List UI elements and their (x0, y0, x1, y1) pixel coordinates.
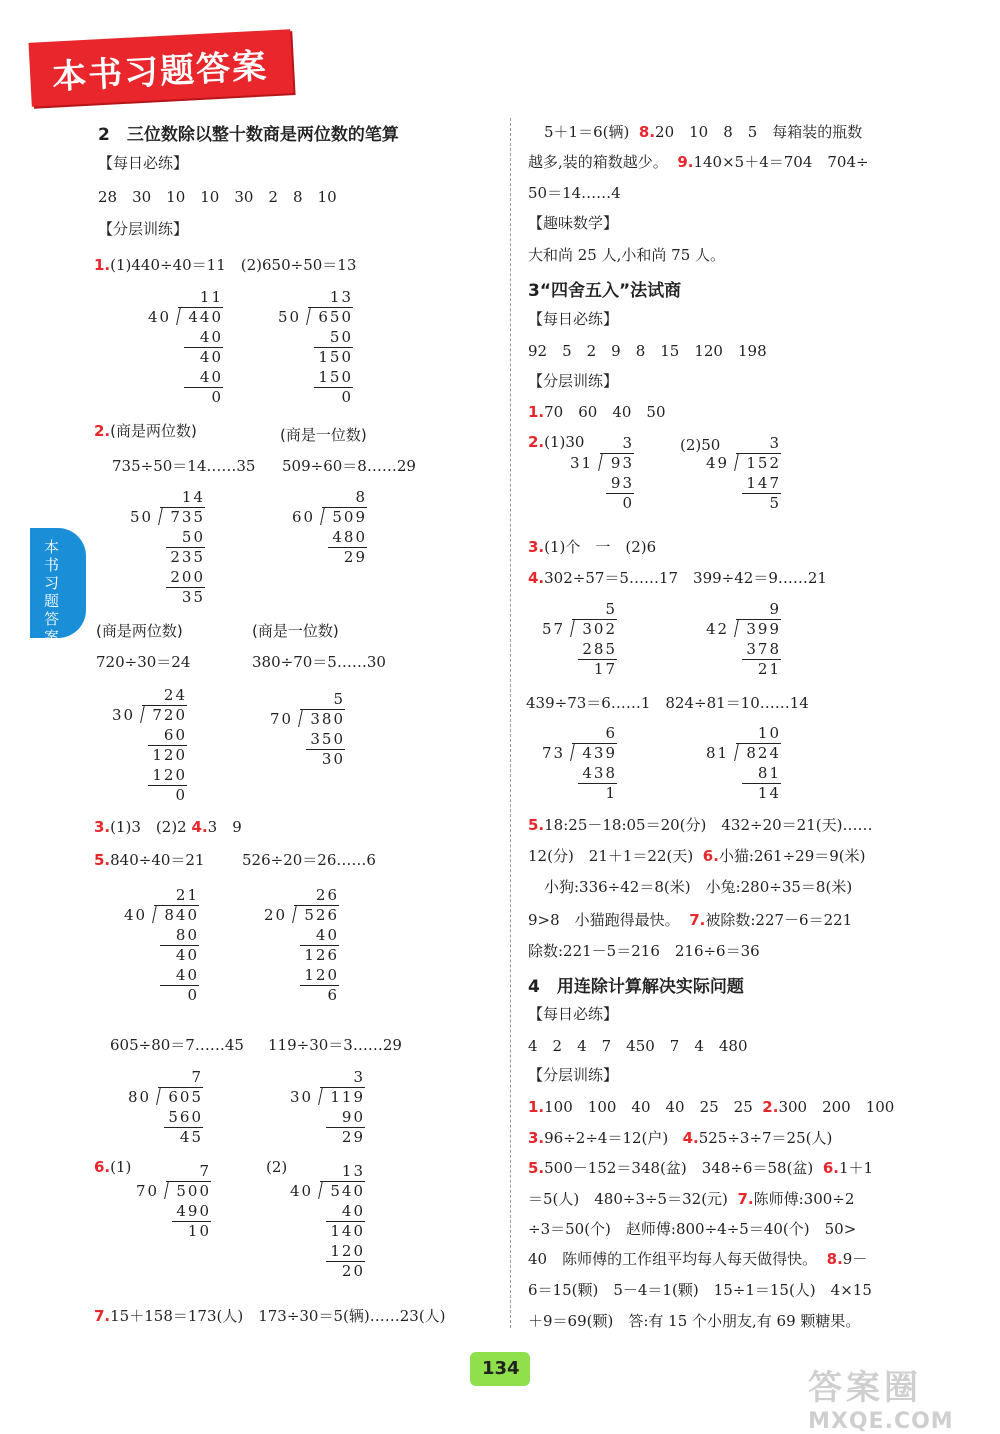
division-bar (294, 905, 339, 906)
s2-text: 300 200 100 (778, 1098, 895, 1116)
division-step: 40 (175, 946, 199, 964)
dividend: 735 (170, 508, 205, 526)
divisor: 30 (290, 1088, 314, 1106)
division-step: 81 (757, 764, 781, 782)
fun-math-answer: 大和尚 25 人,小和尚 75 人。 (528, 246, 726, 264)
section-heading-4: 4 用连除计算解决实际问题 (528, 977, 744, 997)
quotient: 9 (769, 600, 781, 618)
q5-eq2: 526÷20＝26……6 (242, 851, 376, 869)
s7-line2: ÷3＝50(个) 赵师傅:800÷4÷5＝40(个) 50> (528, 1220, 857, 1238)
s2-number: 2. (762, 1098, 779, 1116)
r2-number: 2. (528, 433, 545, 451)
quotient: 3 (353, 1068, 365, 1086)
division-step: 120 (152, 746, 187, 764)
divisor: 60 (292, 508, 316, 526)
division-step: 60 (163, 726, 187, 744)
division-step: 350 (310, 730, 345, 748)
dividend: 526 (304, 906, 339, 924)
r-line2 (528, 151, 869, 172)
quotient: 3 (769, 434, 781, 452)
r4-text: 302÷57＝5……17 399÷42＝9……21 (544, 569, 827, 587)
division-step: 150 (318, 348, 353, 366)
quotient: 7 (199, 1162, 211, 1180)
quotient: 24 (163, 686, 187, 704)
division-step: 29 (341, 1128, 365, 1146)
section-heading-3: 3“四舍五入”法试商 (528, 281, 682, 301)
r3-text: (1)个 一 (2)6 (544, 538, 657, 556)
dividend: 439 (582, 744, 617, 762)
r3-number: 3. (528, 538, 545, 556)
division-step: 40 (199, 328, 223, 346)
divisor: 73 (542, 744, 566, 762)
q3-number: 3. (94, 818, 111, 836)
division-step: 0 (211, 388, 223, 406)
division-step: 235 (170, 548, 205, 566)
q5-eq1: 840÷40＝21 (110, 851, 205, 869)
side-tab (30, 528, 86, 646)
q5-eq3: 605÷80＝7……45 (110, 1036, 244, 1054)
divisor: 80 (128, 1088, 152, 1106)
r7-number: 7. (689, 911, 706, 929)
dividend: 500 (176, 1182, 211, 1200)
r6-r7-line (528, 909, 852, 930)
quotient: 13 (329, 288, 353, 306)
division-step: 480 (332, 528, 367, 546)
dividend: 509 (332, 508, 367, 526)
q5-eq4: 119÷30＝3……29 (268, 1036, 402, 1054)
q8-number: 8. (638, 123, 656, 141)
quotient: 10 (757, 724, 781, 742)
r6-number: 6. (702, 847, 719, 865)
dividend: 440 (188, 308, 223, 326)
division-bar (736, 453, 781, 454)
r3-answer (528, 536, 656, 557)
divisor: 81 (706, 744, 730, 762)
q2-label-a: (商是两位数) (110, 422, 197, 440)
division-step: 0 (622, 494, 634, 512)
r5-number: 5. (528, 816, 545, 834)
divisor: 50 (130, 508, 154, 526)
s1-number: 1. (528, 1098, 545, 1116)
dividend: 399 (746, 620, 781, 638)
daily-practice-label: 【每日必练】 (98, 154, 189, 172)
s1-text: 100 100 40 40 25 25 (544, 1098, 753, 1116)
q5-answer (94, 849, 205, 870)
q3-text: (1)3 (2)2 (110, 818, 187, 836)
r4-number: 4. (528, 569, 545, 587)
daily-answers-4: 4 2 4 7 450 7 4 480 (528, 1037, 748, 1055)
layered-training-label-4: 【分层训练】 (528, 1066, 619, 1084)
divisor: 70 (136, 1182, 160, 1200)
daily-answers: 28 30 10 10 30 2 8 10 (98, 188, 337, 206)
r2-part-a: (1)30 (544, 433, 585, 451)
dividend: 380 (310, 710, 345, 728)
s5-s6-line (528, 1157, 873, 1178)
dividend: 119 (330, 1088, 365, 1106)
s8-number: 8. (826, 1250, 843, 1268)
q2-label-d: (商是一位数) (252, 622, 339, 640)
answers-banner (29, 29, 294, 107)
divisor: 40 (290, 1182, 314, 1200)
q1-answer (94, 254, 356, 275)
division-bar (736, 619, 781, 620)
r7-line2: 除数:221－5＝216 216÷6＝36 (528, 942, 760, 960)
s8-line2: 6＝15(颗) 5－4＝1(颗) 15÷1＝15(人) 4×15 (528, 1281, 872, 1299)
quotient: 5 (333, 690, 345, 708)
division-bar (142, 705, 187, 706)
division-step: 35 (181, 588, 205, 606)
division-step: 90 (341, 1108, 365, 1126)
s6-s7-line (528, 1188, 854, 1209)
watermark (808, 1360, 954, 1434)
division-step: 150 (318, 368, 353, 386)
division-bar (572, 619, 617, 620)
s6-number: 6. (822, 1159, 839, 1177)
division-step: 126 (304, 946, 339, 964)
division-step: 120 (304, 966, 339, 984)
division-bar (572, 743, 617, 744)
division-step: 40 (315, 926, 339, 944)
dividend: 650 (318, 308, 353, 326)
divisor: 42 (706, 620, 730, 638)
divisor: 40 (124, 906, 148, 924)
q7-answer (94, 1305, 446, 1326)
page-number-badge (470, 1352, 530, 1386)
r1-answer (528, 401, 666, 422)
dividend: 720 (152, 706, 187, 724)
q2-eq2: 509÷60＝8……29 (282, 457, 416, 475)
r5-answer (528, 814, 872, 835)
division-step: 40 (175, 966, 199, 984)
division-step: 14 (757, 784, 781, 802)
side-tab-label: 本书习题答案 (44, 538, 60, 646)
division-step: 50 (181, 528, 205, 546)
column-divider (510, 118, 511, 1328)
division-step: 93 (610, 474, 634, 492)
quotient: 13 (341, 1162, 365, 1180)
division-step: 80 (175, 926, 199, 944)
division-bar (600, 453, 634, 454)
division-step: 147 (746, 474, 781, 492)
q8-text: 20 10 8 5 每箱装的瓶数 (655, 123, 863, 141)
division-step: 6 (327, 986, 339, 1004)
s7-s8-line (528, 1248, 867, 1269)
division-step: 560 (168, 1108, 203, 1126)
q4-number: 4. (191, 818, 208, 836)
r1-number: 1. (528, 403, 545, 421)
divisor: 40 (148, 308, 172, 326)
s7-number: 7. (737, 1190, 754, 1208)
division-step: 1 (605, 784, 617, 802)
divisor: 31 (570, 454, 594, 472)
s8-line3: ＋9＝69(颗) 答:有 15 个小朋友,有 69 颗糖果。 (528, 1312, 861, 1330)
q9-number: 9. (677, 153, 694, 171)
division-bar (308, 307, 353, 308)
division-step: 40 (199, 368, 223, 386)
watermark-logo: 答案圈 (808, 1368, 922, 1408)
r-line2-text: 越多,装的箱数越少。 (528, 153, 668, 171)
division-step: 50 (329, 328, 353, 346)
daily-practice-label-4: 【每日必练】 (528, 1005, 619, 1023)
s8-text: 9－ (842, 1250, 868, 1268)
dividend: 540 (330, 1182, 365, 1200)
division-bar (160, 507, 205, 508)
q2-label-c: (商是两位数) (96, 622, 183, 640)
division-bar (300, 709, 345, 710)
q2-answer (94, 420, 197, 441)
quotient: 8 (355, 488, 367, 506)
division-step: 140 (330, 1222, 365, 1240)
division-step: 30 (321, 750, 345, 768)
quotient: 6 (605, 724, 617, 742)
r6-text: 小猫:261÷29＝9(米) (718, 847, 866, 865)
s1-s2-line (528, 1096, 894, 1117)
divisor: 70 (270, 710, 294, 728)
division-bar (320, 1087, 365, 1088)
watermark-url: MXQE.COM (808, 1409, 954, 1434)
s5-text: 500－152＝348(盆) 348÷6＝58(盆) (544, 1159, 814, 1177)
division-bar (178, 307, 223, 308)
quotient: 26 (315, 886, 339, 904)
division-step: 0 (175, 786, 187, 804)
q2-number: 2. (94, 422, 111, 440)
dividend: 824 (746, 744, 781, 762)
s3-text: 96÷2÷4＝12(户) (544, 1129, 669, 1147)
r6-line2: 小狗:336÷42＝8(米) 小兔:280÷35＝8(米) (544, 878, 853, 896)
r-line3: 50＝14……4 (528, 184, 621, 202)
divisor: 49 (706, 454, 730, 472)
daily-practice-label-3: 【每日必练】 (528, 310, 619, 328)
r4-eq2: 439÷73＝6……1 824÷81＝10……14 (526, 694, 809, 712)
daily-answers-3: 92 5 2 9 8 15 120 198 (528, 342, 767, 360)
division-step: 0 (341, 388, 353, 406)
s7-text: 陈师傅:300÷2 (753, 1190, 855, 1208)
quotient: 7 (191, 1068, 203, 1086)
r5-text: 18:25－18:05＝20(分) 432÷20＝21(天)…… (544, 816, 873, 834)
q7-number: 7. (94, 1307, 111, 1325)
quotient: 3 (622, 434, 634, 452)
division-step: 20 (341, 1262, 365, 1280)
q6-part-a: (1) (110, 1158, 132, 1176)
r6-line3: 9>8 小猫跑得最快。 (528, 911, 680, 929)
r-line1 (544, 121, 862, 142)
s5-number: 5. (528, 1159, 545, 1177)
r5-line2: 12(分) 21＋1＝22(天) (528, 847, 694, 865)
division-step: 5 (769, 494, 781, 512)
r1-text: 70 60 40 50 (544, 403, 666, 421)
r4-answer (528, 567, 827, 588)
q2-eq4: 380÷70＝5……30 (252, 653, 386, 671)
s4-number: 4. (682, 1129, 699, 1147)
s7-line3: 40 陈师傅的工作组平均每人每天做得快。 (528, 1250, 818, 1268)
division-bar (736, 743, 781, 744)
divisor: 30 (112, 706, 136, 724)
quotient: 14 (181, 488, 205, 506)
q9-text: 140×5＋4＝704 704÷ (693, 153, 869, 171)
dividend: 93 (610, 454, 634, 472)
dividend: 605 (168, 1088, 203, 1106)
fun-math-label: 【趣味数学】 (528, 214, 619, 232)
division-bar (154, 905, 199, 906)
layered-training-label: 【分层训练】 (98, 220, 189, 238)
division-bar (322, 507, 367, 508)
s3-number: 3. (528, 1129, 545, 1147)
q2-eq1: 735÷50＝14……35 (112, 457, 256, 475)
s4-text: 525÷3÷7＝25(人) (698, 1129, 833, 1147)
banner-title: 本书习题答案 (51, 46, 270, 98)
division-step: 21 (757, 660, 781, 678)
q5-number: 5. (94, 851, 111, 869)
dividend: 840 (164, 906, 199, 924)
section-heading-2: 2 三位数除以整十数商是两位数的笔算 (98, 125, 399, 145)
quotient: 11 (199, 288, 223, 306)
division-step: 40 (199, 348, 223, 366)
q4-text: 3 9 (207, 818, 242, 836)
q6-number: 6. (94, 1158, 111, 1176)
r-line1-text: 5＋1＝6(辆) (544, 123, 630, 141)
division-step: 0 (187, 986, 199, 1004)
s6-line2: ＝5(人) 480÷3÷5＝32(元) (528, 1190, 728, 1208)
q6-part-b: (2) (266, 1158, 288, 1176)
division-step: 120 (152, 766, 187, 784)
division-step: 378 (746, 640, 781, 658)
divisor: 57 (542, 620, 566, 638)
division-bar (166, 1181, 211, 1182)
dividend: 152 (746, 454, 781, 472)
q6-answer (94, 1158, 131, 1176)
q3-q4-answer (94, 816, 242, 837)
q7-text: 15＋158＝173(人) 173÷30＝5(辆)……23(人) (110, 1307, 446, 1325)
division-step: 40 (341, 1202, 365, 1220)
division-step: 29 (343, 548, 367, 566)
quotient: 5 (605, 600, 617, 618)
division-step: 17 (593, 660, 617, 678)
division-step: 200 (170, 568, 205, 586)
q2-label-b: (商是一位数) (280, 426, 367, 444)
division-bar (320, 1181, 365, 1182)
q1-text: (1)440÷40＝11 (2)650÷50＝13 (110, 256, 357, 274)
q2-eq3: 720÷30＝24 (96, 653, 191, 671)
q1-number: 1. (94, 256, 111, 274)
s3-s4-line (528, 1127, 832, 1148)
division-step: 45 (179, 1128, 203, 1146)
r2-part-b: (2)50 (680, 436, 721, 454)
divisor: 50 (278, 308, 302, 326)
division-bar (158, 1087, 203, 1088)
division-step: 120 (330, 1242, 365, 1260)
layered-training-label-3: 【分层训练】 (528, 372, 619, 390)
s6-text: 1＋1 (838, 1159, 874, 1177)
dividend: 302 (582, 620, 617, 638)
division-step: 490 (176, 1202, 211, 1220)
division-step: 438 (582, 764, 617, 782)
quotient: 21 (175, 886, 199, 904)
division-step: 10 (187, 1222, 211, 1240)
r7-text: 被除数:227－6＝221 (705, 911, 853, 929)
r5-r6-line (528, 845, 866, 866)
page-number: 134 (482, 1358, 520, 1379)
divisor: 20 (264, 906, 288, 924)
division-step: 285 (582, 640, 617, 658)
